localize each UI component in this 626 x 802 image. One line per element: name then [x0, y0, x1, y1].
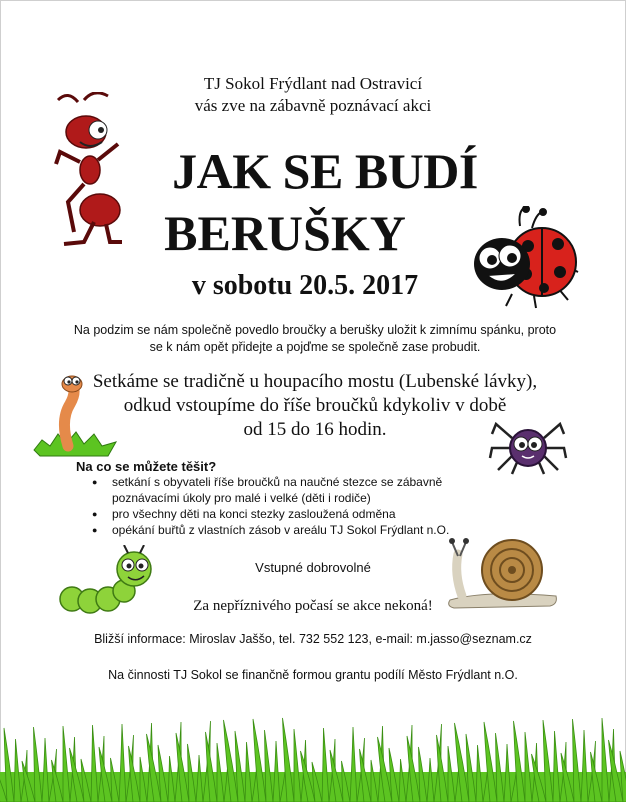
- grass-blade: [525, 732, 532, 802]
- intro-text: [60, 322, 570, 356]
- weather-notice: Za nepříznivého počasí se akce nekoná!: [193, 598, 433, 614]
- grass-blade: [350, 727, 357, 802]
- entry-fee: Vstupné dobrovolné: [255, 560, 371, 575]
- title-line-1: JAK SE BUDÍ: [172, 143, 478, 199]
- grass-blade: [14, 739, 21, 802]
- intro-line-2: se k nám opět přidejte a pojďme se společně zase probudit.: [149, 340, 481, 354]
- meeting-line-2: odkud vstoupíme do říše broučků kdykoliv v době: [123, 395, 507, 416]
- grant-note: Na činnosti TJ Sokol se finančně formou grantu podílí Město Frýdlant n.O.: [108, 668, 518, 682]
- title-line-2: BERUŠKY: [164, 205, 406, 261]
- grass-blade: [273, 741, 280, 802]
- meeting-line-3: od 15 do 16 hodin.: [243, 419, 387, 440]
- event-date: v sobotu 20.5. 2017: [191, 270, 419, 301]
- grass-blade: [63, 726, 70, 802]
- program-item: ● pro všechny děti na konci stezky zasloužená odměna: [92, 506, 482, 522]
- grass-blade: [294, 729, 301, 802]
- intro-line-1: Na podzim se nám společně povedlo broučky a berušky uložit k zimnímu spánku, proto: [73, 323, 557, 337]
- invite-line: vás zve na zábavně poznávací akci: [194, 96, 432, 115]
- organizer-line: TJ Sokol Frýdlant nad Ostravicí: [203, 74, 423, 93]
- grass-blade: [602, 718, 609, 802]
- contact-info: Bližší informace: Miroslav Jaššo, tel. 732 552 123, e-mail: m.jasso@seznam.cz: [94, 632, 532, 646]
- program-heading: Na co se můžete těšit?: [76, 459, 217, 474]
- grass-blade: [119, 724, 126, 802]
- program-list: [92, 474, 482, 538]
- grass-blade: [42, 738, 49, 802]
- grass-blade: [553, 731, 560, 802]
- grass-blade: [496, 733, 505, 802]
- grass-blade: [91, 725, 98, 802]
- grass-blade: [322, 728, 329, 802]
- grass-blade: [573, 719, 582, 802]
- meeting-info: [40, 370, 590, 442]
- grass-blade: [265, 730, 274, 802]
- program-item: ● opékání buřtů z vlastních zásob v areálu TJ Sokol Frýdlant n.O.: [92, 522, 482, 538]
- meeting-line-1: Setkáme se tradičně u houpacího mostu (Lubenské lávky),: [92, 371, 538, 392]
- program-item: ● setkání s obyvateli říše broučků na naučné stezce se zábavně poznávacími úkoly pro malé i velké (děti i rodiče): [92, 474, 482, 506]
- grass-blade: [581, 730, 588, 802]
- grass-blade: [34, 727, 43, 802]
- grass-illustration: [0, 712, 626, 802]
